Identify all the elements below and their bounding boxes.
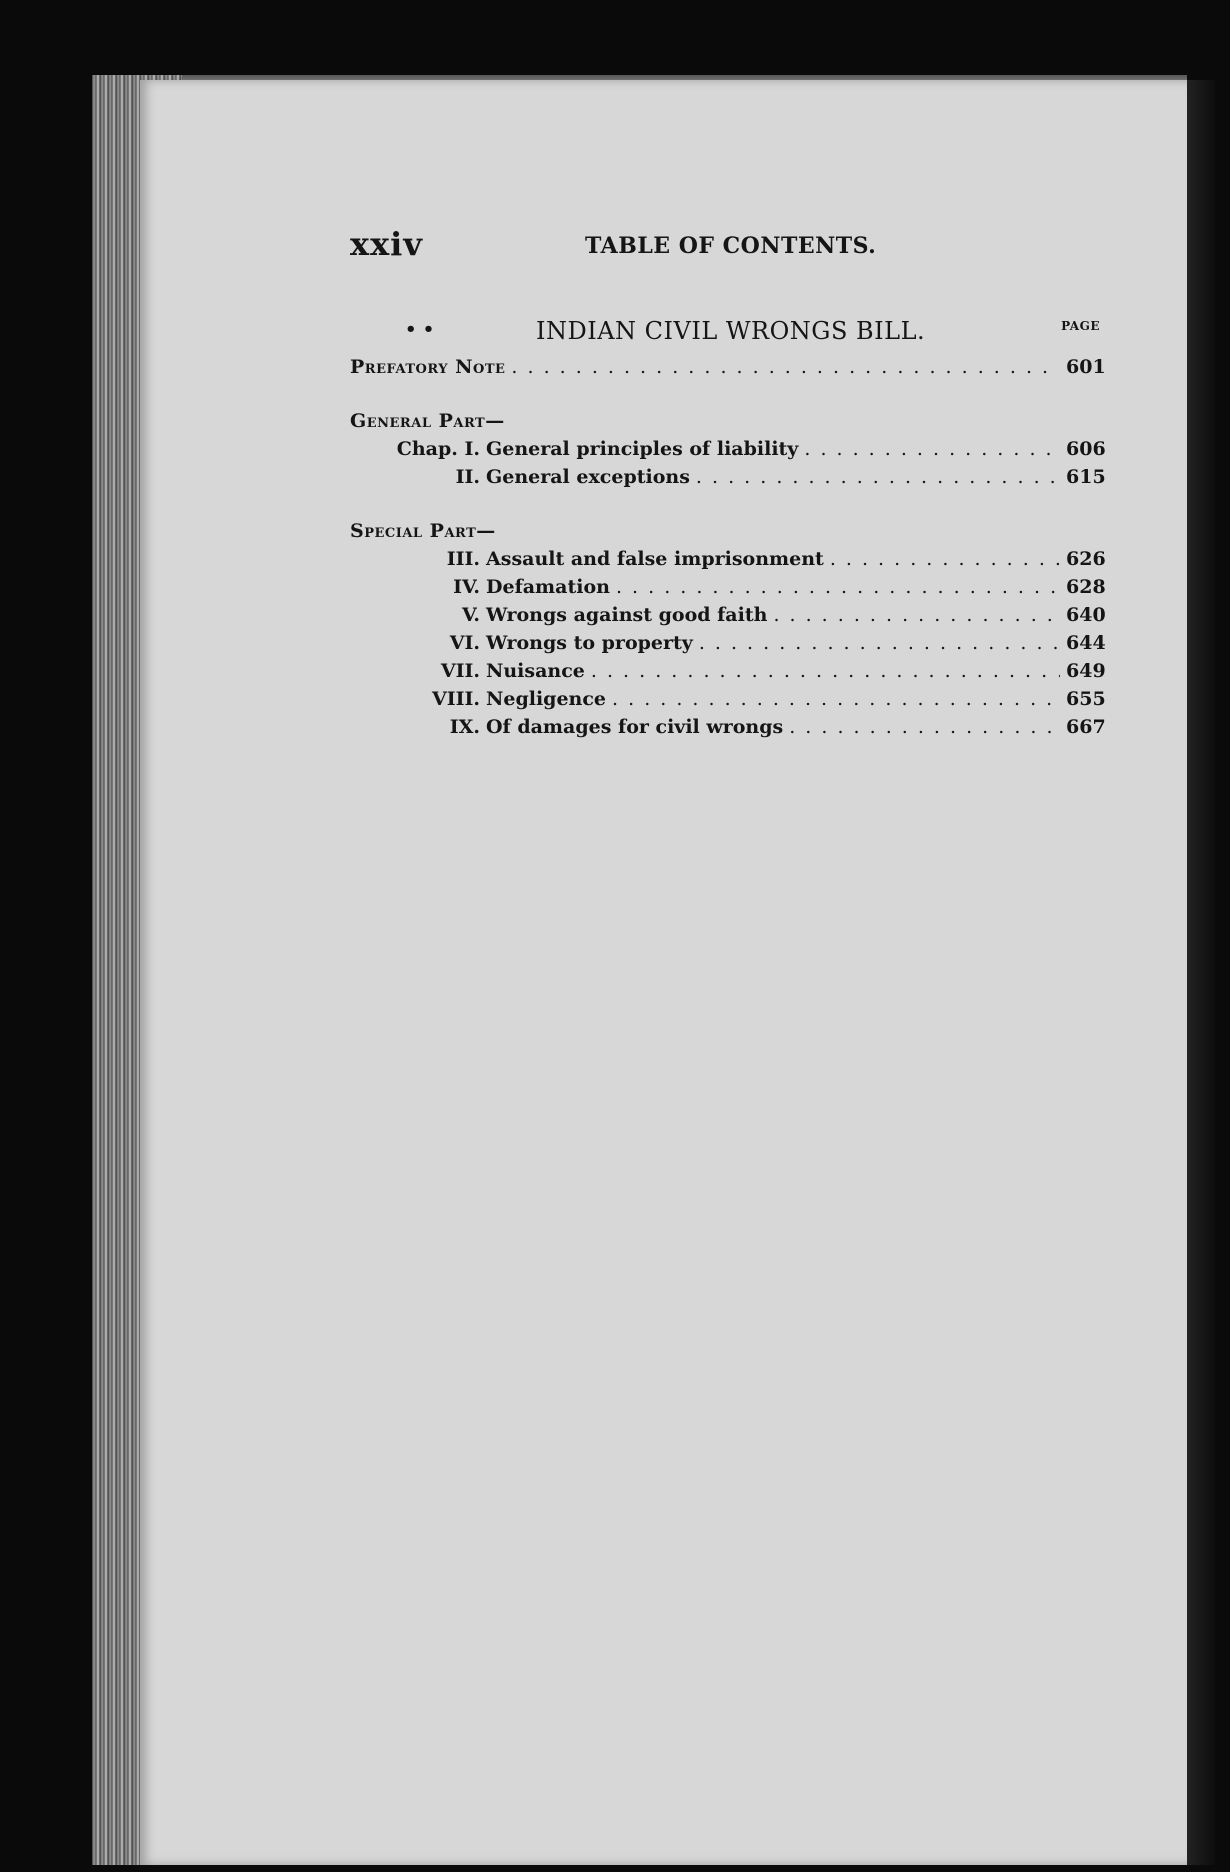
chapter-page: 628 bbox=[1066, 576, 1106, 598]
chapter-title: Defamation bbox=[486, 576, 610, 598]
toc-entry-title: Prefatory Note bbox=[350, 356, 506, 378]
toc-entry-page: 601 bbox=[1066, 356, 1106, 378]
chapter-page: 615 bbox=[1066, 466, 1106, 488]
table-of-contents bbox=[350, 225, 1106, 741]
page-column-label: PAGE bbox=[1061, 319, 1100, 333]
chapter-title: Assault and false imprisonment bbox=[486, 548, 824, 570]
toc-entry-chapter bbox=[350, 685, 1106, 713]
chapter-title: Wrongs to property bbox=[486, 632, 693, 654]
toc-entry-chapter bbox=[350, 463, 1106, 491]
section-heading bbox=[350, 317, 1100, 347]
toc-entry-chapter bbox=[350, 545, 1106, 573]
chapter-page: 655 bbox=[1066, 688, 1106, 710]
chapter-number: Chap. I. bbox=[396, 438, 480, 460]
dot-leader bbox=[830, 545, 1060, 573]
chapter-title: Wrongs against good faith bbox=[486, 604, 768, 626]
chapter-title: General principles of liability bbox=[486, 438, 799, 460]
toc-entry-prefatory-note bbox=[350, 353, 1106, 381]
dot-leader bbox=[616, 573, 1060, 601]
toc-entry-chapter bbox=[350, 713, 1106, 741]
dot-leader bbox=[612, 685, 1060, 713]
toc-entry-chapter bbox=[350, 435, 1106, 463]
book-right-edge bbox=[1187, 80, 1215, 1865]
chapter-page: 606 bbox=[1066, 438, 1106, 460]
toc-entry-chapter bbox=[350, 573, 1106, 601]
ornament-mark: • • bbox=[405, 319, 435, 340]
dot-leader bbox=[789, 713, 1060, 741]
page-folio: xxiv bbox=[350, 225, 423, 263]
chapter-number: IX. bbox=[449, 716, 480, 738]
chapter-number: VII. bbox=[440, 660, 480, 682]
chapter-title: Nuisance bbox=[486, 660, 585, 682]
chapter-page: 640 bbox=[1066, 604, 1106, 626]
chapter-page: 626 bbox=[1066, 548, 1106, 570]
section-title: INDIAN CIVIL WRONGS BILL. bbox=[536, 317, 926, 345]
dot-leader bbox=[699, 629, 1060, 657]
running-title: TABLE OF CONTENTS. bbox=[585, 233, 877, 259]
chapter-page: 667 bbox=[1066, 716, 1106, 738]
chapter-page: 644 bbox=[1066, 632, 1106, 654]
chapter-number: VIII. bbox=[431, 688, 480, 710]
toc-entry-chapter bbox=[350, 601, 1106, 629]
general-part-heading: General Part— bbox=[350, 410, 505, 432]
dot-leader bbox=[696, 463, 1060, 491]
dot-leader bbox=[591, 657, 1060, 685]
chapter-number: IV. bbox=[453, 576, 480, 598]
chapter-number: III. bbox=[446, 548, 480, 570]
chapter-page: 649 bbox=[1066, 660, 1106, 682]
toc-entry-chapter bbox=[350, 629, 1106, 657]
chapter-number: VI. bbox=[449, 632, 480, 654]
chapter-title: Of damages for civil wrongs bbox=[486, 716, 784, 738]
toc-entry-chapter bbox=[350, 657, 1106, 685]
running-head bbox=[350, 225, 1100, 265]
special-part-heading: Special Part— bbox=[350, 520, 496, 542]
dot-leader bbox=[804, 435, 1060, 463]
dot-leader bbox=[511, 353, 1060, 381]
chapter-title: Negligence bbox=[486, 688, 607, 710]
chapter-title: General exceptions bbox=[486, 466, 690, 488]
chapter-number: V. bbox=[461, 604, 480, 626]
dot-leader bbox=[773, 601, 1060, 629]
chapter-number: II. bbox=[455, 466, 480, 488]
